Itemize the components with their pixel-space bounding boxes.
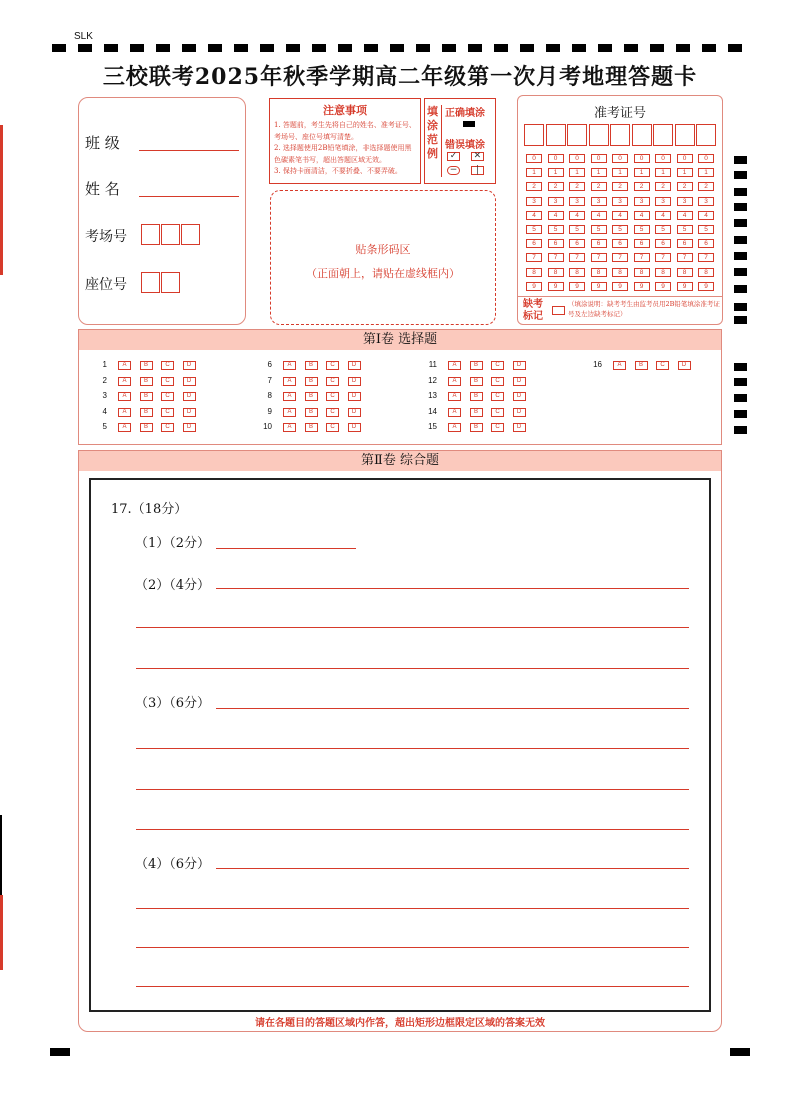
option-bubble[interactable]: C xyxy=(326,408,339,417)
left-edge-bar-2 xyxy=(0,895,3,970)
ticket-title: 准考证号 xyxy=(593,106,646,121)
ticket-bubble[interactable]: 8 xyxy=(698,268,714,277)
ticket-bubble[interactable]: 2 xyxy=(569,182,585,191)
option-bubble[interactable]: A xyxy=(283,408,296,417)
part-2-line-2[interactable] xyxy=(136,627,689,628)
question-number: 15 xyxy=(428,422,437,431)
question-number: 14 xyxy=(428,406,437,416)
ticket-bubble[interactable]: 8 xyxy=(655,268,671,277)
option-bubble[interactable]: D xyxy=(348,361,361,370)
option-bubble[interactable]: C xyxy=(491,408,504,417)
ticket-bubble[interactable]: 2 xyxy=(591,182,607,191)
wrong-fill-samples-2: − | xyxy=(447,165,484,175)
ticket-digit-cell[interactable] xyxy=(675,124,695,146)
ticket-bubble[interactable]: 2 xyxy=(526,182,542,191)
ticket-bubble[interactable]: 1 xyxy=(526,168,542,177)
ticket-bubble[interactable]: 5 xyxy=(612,225,628,234)
ticket-bubble[interactable]: 3 xyxy=(612,197,628,206)
question-number: 10 xyxy=(263,422,272,431)
ticket-bubble[interactable]: 3 xyxy=(591,197,607,206)
ticket-bubble[interactable]: 9 xyxy=(655,282,671,291)
ticket-bubble[interactable]: 7 xyxy=(634,253,650,262)
ticket-bubble[interactable]: 9 xyxy=(698,282,714,291)
ticket-bubble[interactable]: 1 xyxy=(677,168,693,177)
ticket-bubble[interactable]: 9 xyxy=(634,282,650,291)
question-number: 9 xyxy=(267,406,272,416)
part-4-line-3[interactable] xyxy=(136,947,689,948)
part-4-line-4[interactable] xyxy=(136,986,689,987)
option-bubble[interactable]: B xyxy=(140,408,153,417)
ticket-bubble[interactable]: 0 xyxy=(698,154,714,163)
timing-mark xyxy=(734,426,747,434)
option-bubble[interactable]: A xyxy=(448,361,461,370)
option-bubble[interactable]: A xyxy=(118,392,131,401)
ticket-bubble[interactable]: 1 xyxy=(591,168,607,177)
timing-mark xyxy=(734,363,747,371)
ticket-bubble[interactable]: 9 xyxy=(569,282,585,291)
notice-item-1: 1. 答题前，考生先将自己的姓名、准考证号、考场号、座位号填写清楚。 xyxy=(274,121,416,141)
option-bubble[interactable]: D xyxy=(513,423,526,432)
part-3-line-1[interactable] xyxy=(216,708,689,709)
option-bubble[interactable]: A xyxy=(283,423,296,432)
ticket-bubble[interactable]: 9 xyxy=(591,282,607,291)
ticket-bubble[interactable]: 3 xyxy=(569,197,585,206)
ticket-bubble[interactable]: 6 xyxy=(591,239,607,248)
question-number: 3 xyxy=(102,391,107,400)
timing-mark xyxy=(734,316,747,324)
option-bubble[interactable]: C xyxy=(161,361,174,370)
ticket-bubble[interactable]: 4 xyxy=(569,211,585,220)
option-bubble[interactable]: B xyxy=(470,408,483,417)
option-bubble[interactable]: B xyxy=(305,408,318,417)
option-bubble[interactable]: A xyxy=(118,377,131,386)
ticket-bubble-grid[interactable] xyxy=(526,154,720,294)
question-17-label: 17.（18分） xyxy=(111,502,188,517)
section1-title: 第Ⅰ卷 选择题 xyxy=(79,330,721,350)
wrong-fill-label: 错误填涂 xyxy=(445,140,485,151)
ticket-bubble[interactable]: 8 xyxy=(548,268,564,277)
room-boxes[interactable] xyxy=(141,224,201,245)
option-bubble[interactable]: B xyxy=(140,423,153,432)
room-label: 考场号 xyxy=(85,229,127,245)
ticket-digit-cell[interactable] xyxy=(696,124,716,146)
ticket-bubble[interactable]: 2 xyxy=(677,182,693,191)
ticket-bubble[interactable]: 0 xyxy=(591,154,607,163)
fill-divider xyxy=(441,105,442,177)
timing-mark xyxy=(734,285,747,293)
question-number: 4 xyxy=(102,406,107,416)
ticket-digit-cell[interactable] xyxy=(546,124,566,146)
ticket-bubble[interactable]: 5 xyxy=(548,225,564,234)
ticket-bubble[interactable]: 9 xyxy=(612,282,628,291)
part-3-label: （3）（6分） xyxy=(135,696,211,711)
option-bubble[interactable]: D xyxy=(183,392,196,401)
option-bubble[interactable]: C xyxy=(161,408,174,417)
ticket-bubble[interactable]: 1 xyxy=(569,168,585,177)
barcode-hint: （正面朝上，请贴在虚线框内） xyxy=(306,267,460,280)
ticket-digit-cell[interactable] xyxy=(610,124,630,146)
option-bubble[interactable]: D xyxy=(513,361,526,370)
ticket-bubble[interactable]: 7 xyxy=(569,253,585,262)
timing-mark xyxy=(734,252,747,260)
ticket-bubble[interactable]: 1 xyxy=(612,168,628,177)
ticket-bubble[interactable]: 4 xyxy=(655,211,671,220)
question-number: 7 xyxy=(267,375,272,385)
notice-item-2: 2. 选择题使用2B铅笔填涂，非选择题使用黑色碳素笔书写，超出答题区域无效。 xyxy=(274,144,412,164)
student-info-box xyxy=(78,97,246,325)
ticket-bubble[interactable]: 1 xyxy=(634,168,650,177)
ticket-bubble[interactable]: 0 xyxy=(677,154,693,163)
ticket-divider xyxy=(518,296,722,297)
option-bubble[interactable]: B xyxy=(305,377,318,386)
part-4-line-1[interactable] xyxy=(216,868,689,869)
option-bubble[interactable]: D xyxy=(183,408,196,417)
timing-mark xyxy=(734,188,747,196)
barcode-title: 贴条形码区 xyxy=(355,243,411,256)
ticket-bubble[interactable]: 6 xyxy=(548,239,564,248)
ticket-bubble[interactable]: 8 xyxy=(526,268,542,277)
ticket-bubble[interactable]: 6 xyxy=(612,239,628,248)
timing-mark-bottom-left xyxy=(50,1048,70,1056)
option-bubble[interactable]: C xyxy=(491,361,504,370)
ticket-digit-cell[interactable] xyxy=(524,124,544,146)
part-3-line-2[interactable] xyxy=(136,748,689,749)
timing-mark xyxy=(734,378,747,386)
option-bubble[interactable]: C xyxy=(326,361,339,370)
option-bubble[interactable]: C xyxy=(656,361,669,370)
ticket-bubble[interactable]: 3 xyxy=(548,197,564,206)
notice-box xyxy=(269,98,421,184)
ticket-bubble[interactable]: 4 xyxy=(612,211,628,220)
option-bubble[interactable]: C xyxy=(491,423,504,432)
question-number: 8 xyxy=(267,391,272,400)
ticket-bubble[interactable]: 9 xyxy=(526,282,542,291)
option-bubble[interactable]: A xyxy=(118,361,131,370)
part-2-label: （2）（4分） xyxy=(135,578,211,593)
part-1-label: （1）（2分） xyxy=(135,536,211,551)
option-bubble[interactable]: B xyxy=(140,377,153,386)
option-bubble[interactable]: C xyxy=(491,392,504,401)
ticket-bubble[interactable]: 4 xyxy=(677,211,693,220)
option-bubble[interactable]: C xyxy=(326,423,339,432)
timing-mark-bottom-right xyxy=(730,1048,750,1056)
timing-mark xyxy=(734,268,747,276)
ticket-bubble[interactable]: 2 xyxy=(548,182,564,191)
class-field[interactable] xyxy=(139,150,239,151)
ticket-bubble[interactable]: 2 xyxy=(612,182,628,191)
fill-example-label: 填涂范例 xyxy=(427,105,438,160)
ticket-bubble[interactable]: 4 xyxy=(548,211,564,220)
ticket-bubble[interactable]: 1 xyxy=(655,168,671,177)
ticket-bubble[interactable]: 8 xyxy=(634,268,650,277)
option-bubble[interactable]: C xyxy=(326,392,339,401)
ticket-bubble[interactable]: 6 xyxy=(677,239,693,248)
ticket-bubble[interactable]: 5 xyxy=(591,225,607,234)
ticket-bubble[interactable]: 5 xyxy=(526,225,542,234)
question-number: 16 xyxy=(593,360,602,369)
question-number: 12 xyxy=(428,375,437,385)
option-bubble[interactable]: D xyxy=(183,377,196,386)
option-bubble[interactable]: A xyxy=(283,377,296,386)
timing-mark xyxy=(734,394,747,402)
ticket-bubble[interactable]: 2 xyxy=(655,182,671,191)
seat-label: 座位号 xyxy=(85,277,127,293)
ticket-bubble[interactable]: 6 xyxy=(569,239,585,248)
option-bubble[interactable]: D xyxy=(348,423,361,432)
option-bubble[interactable]: A xyxy=(283,361,296,370)
part-3-line-4[interactable] xyxy=(136,829,689,830)
timing-mark xyxy=(734,410,747,418)
ticket-bubble[interactable]: 0 xyxy=(526,154,542,163)
correct-fill-sample xyxy=(463,121,475,127)
ticket-bubble[interactable]: 7 xyxy=(698,253,714,262)
section1-box xyxy=(78,329,722,445)
ticket-bubble[interactable]: 3 xyxy=(526,197,542,206)
ticket-bubble[interactable]: 0 xyxy=(569,154,585,163)
option-bubble[interactable]: C xyxy=(491,377,504,386)
option-bubble[interactable]: D xyxy=(348,377,361,386)
question-number: 11 xyxy=(428,360,437,369)
ticket-bubble[interactable]: 0 xyxy=(634,154,650,163)
ticket-bubble[interactable]: 0 xyxy=(612,154,628,163)
option-bubble[interactable]: C xyxy=(326,377,339,386)
left-edge-black xyxy=(0,815,2,895)
ticket-bubble[interactable]: 5 xyxy=(677,225,693,234)
barcode-area xyxy=(270,190,496,325)
ticket-bubble[interactable]: 7 xyxy=(591,253,607,262)
ticket-bubble[interactable]: 5 xyxy=(569,225,585,234)
ticket-bubble[interactable]: 5 xyxy=(634,225,650,234)
ticket-digit-cell[interactable] xyxy=(589,124,609,146)
ticket-bubble[interactable]: 0 xyxy=(548,154,564,163)
answer-area-17[interactable] xyxy=(89,478,711,1012)
ticket-bubble[interactable]: 7 xyxy=(526,253,542,262)
part-4-label: （4）（6分） xyxy=(135,857,211,872)
fill-example-box xyxy=(424,98,496,184)
ticket-bubble[interactable]: 1 xyxy=(698,168,714,177)
ticket-bubble[interactable]: 0 xyxy=(655,154,671,163)
ticket-bubble[interactable]: 3 xyxy=(634,197,650,206)
ticket-bubble[interactable]: 9 xyxy=(677,282,693,291)
absent-bubble[interactable] xyxy=(552,306,565,315)
option-bubble[interactable]: B xyxy=(470,423,483,432)
ticket-bubble[interactable]: 5 xyxy=(655,225,671,234)
absent-note: （填涂说明：缺考考生由监考员用2B铅笔填涂准考证号及左边缺考标记） xyxy=(568,300,720,318)
class-label: 班 级 xyxy=(85,134,120,152)
option-bubble[interactable]: A xyxy=(448,392,461,401)
wrong-fill-samples: ✓ ✕ xyxy=(447,151,484,161)
option-bubble[interactable]: D xyxy=(678,361,691,370)
ticket-bubble[interactable]: 1 xyxy=(548,168,564,177)
ticket-bubble[interactable]: 6 xyxy=(655,239,671,248)
question-number: 5 xyxy=(102,422,107,431)
option-bubble[interactable]: A xyxy=(613,361,626,370)
footer-warning: 请在各题目的答题区域内作答，超出矩形边框限定区域的答案无效 xyxy=(255,1018,545,1029)
timing-mark xyxy=(734,203,747,211)
ticket-bubble[interactable]: 4 xyxy=(634,211,650,220)
option-bubble[interactable]: A xyxy=(118,408,131,417)
part-4-line-2[interactable] xyxy=(136,908,689,909)
correct-fill-label: 正确填涂 xyxy=(445,108,485,119)
ticket-bubble[interactable]: 3 xyxy=(655,197,671,206)
option-bubble[interactable]: D xyxy=(513,392,526,401)
name-label: 姓 名 xyxy=(85,180,120,198)
question-number: 13 xyxy=(428,391,437,400)
ticket-bubble[interactable]: 7 xyxy=(655,253,671,262)
ticket-bubble[interactable]: 2 xyxy=(634,182,650,191)
ticket-bubble[interactable]: 6 xyxy=(634,239,650,248)
absent-label: 缺考标记 xyxy=(523,299,543,322)
ticket-bubble[interactable]: 5 xyxy=(698,225,714,234)
option-bubble[interactable]: C xyxy=(161,392,174,401)
option-bubble[interactable]: B xyxy=(140,361,153,370)
part-3-line-3[interactable] xyxy=(136,789,689,790)
option-bubble[interactable]: B xyxy=(470,392,483,401)
section2-title: 第Ⅱ卷 综合题 xyxy=(79,451,721,471)
ticket-bubble[interactable]: 7 xyxy=(677,253,693,262)
ticket-bubble[interactable]: 8 xyxy=(569,268,585,277)
option-bubble[interactable]: B xyxy=(305,423,318,432)
option-bubble[interactable]: C xyxy=(161,423,174,432)
ticket-bubble[interactable]: 9 xyxy=(548,282,564,291)
option-bubble[interactable]: B xyxy=(305,361,318,370)
option-bubble[interactable]: D xyxy=(183,361,196,370)
ticket-bubble[interactable]: 6 xyxy=(698,239,714,248)
option-bubble[interactable]: D xyxy=(513,377,526,386)
notice-item-3: 3. 保持卡面清洁，不要折叠、不要弄破。 xyxy=(274,167,402,175)
ticket-bubble[interactable]: 6 xyxy=(526,239,542,248)
timing-mark xyxy=(734,171,747,179)
timing-mark xyxy=(734,156,747,164)
name-field[interactable] xyxy=(139,196,239,197)
admission-ticket-box xyxy=(517,95,723,325)
seat-boxes[interactable] xyxy=(141,272,181,293)
option-bubble[interactable]: B xyxy=(635,361,648,370)
ticket-bubble[interactable]: 3 xyxy=(698,197,714,206)
question-number: 6 xyxy=(267,360,272,369)
ticket-bubble[interactable]: 8 xyxy=(591,268,607,277)
option-bubble[interactable]: A xyxy=(118,423,131,432)
option-bubble[interactable]: D xyxy=(513,408,526,417)
option-bubble[interactable]: C xyxy=(161,377,174,386)
option-bubble[interactable]: A xyxy=(283,392,296,401)
option-bubble[interactable]: B xyxy=(140,392,153,401)
ticket-bubble[interactable]: 8 xyxy=(677,268,693,277)
ticket-bubble[interactable]: 4 xyxy=(526,211,542,220)
option-bubble[interactable]: D xyxy=(348,408,361,417)
option-bubble[interactable]: B xyxy=(305,392,318,401)
option-bubble[interactable]: A xyxy=(448,377,461,386)
option-bubble[interactable]: A xyxy=(448,423,461,432)
page-title: 三校联考2025年秋季学期高二年级第一次月考地理答题卡 xyxy=(102,64,698,90)
ticket-bubble[interactable]: 7 xyxy=(548,253,564,262)
ticket-bubble[interactable]: 8 xyxy=(612,268,628,277)
part-1-line[interactable] xyxy=(216,548,356,549)
card-code: SLK xyxy=(74,31,93,42)
ticket-digit-cell[interactable] xyxy=(632,124,652,146)
part-2-line-1[interactable] xyxy=(216,588,689,589)
part-2-line-3[interactable] xyxy=(136,668,689,669)
ticket-bubble[interactable]: 2 xyxy=(698,182,714,191)
question-number: 2 xyxy=(102,375,107,385)
option-bubble[interactable]: D xyxy=(348,392,361,401)
question-number: 1 xyxy=(102,360,107,369)
ticket-bubble[interactable]: 4 xyxy=(698,211,714,220)
timing-mark xyxy=(734,236,747,244)
option-bubble[interactable]: B xyxy=(470,377,483,386)
ticket-bubble[interactable]: 7 xyxy=(612,253,628,262)
ticket-digit-cell[interactable] xyxy=(567,124,587,146)
option-bubble[interactable]: A xyxy=(448,408,461,417)
timing-mark xyxy=(734,303,747,311)
choice-question-area xyxy=(79,350,721,442)
ticket-bubble[interactable]: 3 xyxy=(677,197,693,206)
timing-mark xyxy=(734,219,747,227)
timing-marks-top xyxy=(52,44,752,52)
notice-title: 注意事项 xyxy=(323,104,367,117)
ticket-digit-cell[interactable] xyxy=(653,124,673,146)
option-bubble[interactable]: D xyxy=(183,423,196,432)
left-edge-bar xyxy=(0,125,3,275)
option-bubble[interactable]: B xyxy=(470,361,483,370)
ticket-bubble[interactable]: 4 xyxy=(591,211,607,220)
